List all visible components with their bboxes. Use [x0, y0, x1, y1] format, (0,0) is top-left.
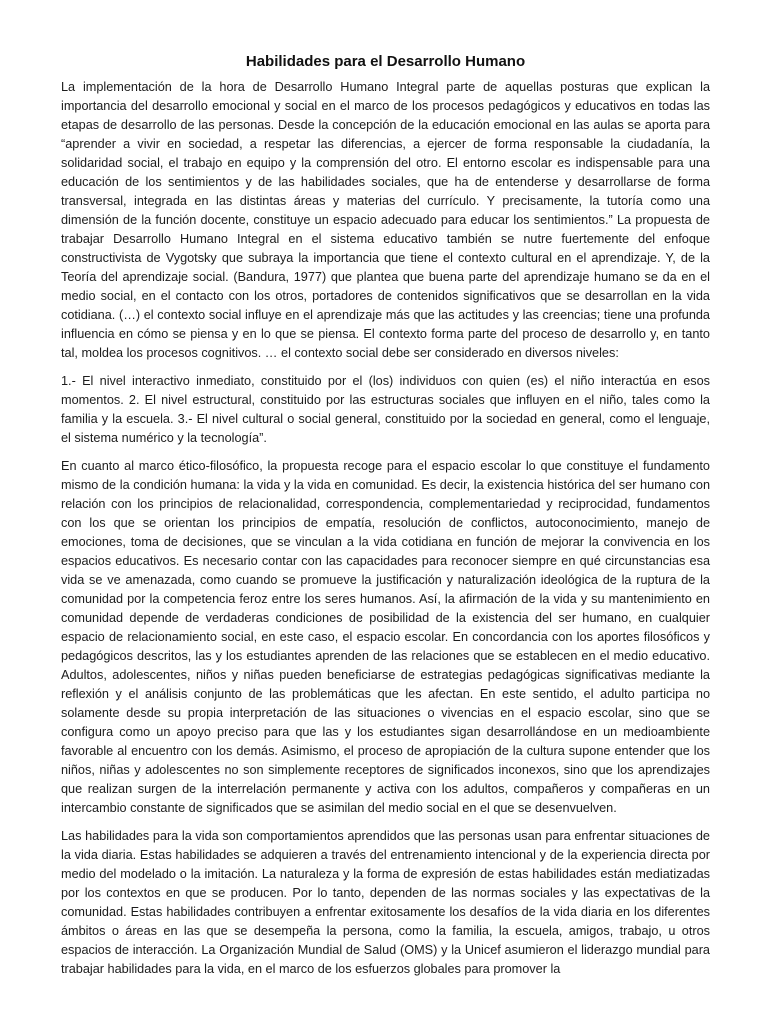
document-title: Habilidades para el Desarrollo Humano [245, 53, 526, 70]
paragraph-context-levels: 1.- El nivel interactivo inmediato, constituido por el (los) individuos con quien (es) el niño interactúa en esos momentos. 2. El nivel estructural, constituido por las estructuras sociales que influyen en el niño, tales como la familia y la escuela. 3.- El nivel cultural o social general, constituido por la sociedad en general, como el lenguaje, el sistema numérico y la tecnología”. [61, 374, 710, 445]
paragraph-intro: La implementación de la hora de Desarrollo Humano Integral parte de aquellas posturas que explican la importancia del desarrollo emocional y social en el marco de los procesos pedagógicos y educativos en todas las etapas de desarrollo de las personas. Desde la concepción de la educación emocional en las aulas se aporta para “aprender a vivir en sociedad, a respetar las diferencias, a ejercer de forma responsable la ciudadanía, la solidaridad social, el trabajo en equipo y la comprensión del otro. El entorno escolar es indispensable para una educación de los sentimientos y de las habilidades sociales, que ha de entenderse y desarrollarse de forma transversal, integrada en las distintas áreas y materias del currículo. Y precisamente, la tutoría como una dimensión de la función docente, constituye un espacio adecuado para educar los sentimientos.” La propuesta de trabajar Desarrollo Humano Integral en el sistema educativo también se nutre fuertemente del enfoque constructivista de Vygotsky que subraya la importancia que tiene el contexto cultural en el aprendizaje. Y, de la Teoría del aprendizaje social. (Bandura, 1977) que plantea que buena parte del aprendizaje humano se da en el medio social, en el contacto con los otros, portadores de contenidos significativos que se desarrollan en la vida cotidiana. (…) el contexto social influye en el aprendizaje más que las actitudes y las creencias; tiene una profunda influencia en cómo se piensa y en lo que se piensa. El contexto forma parte del proceso de desarrollo y, en tanto tal, moldea los procesos cognitivos. … el contexto social debe ser considerado en diversos niveles: [61, 80, 710, 360]
paragraph-ethical-framework: En cuanto al marco ético-filosófico, la propuesta recoge para el espacio escolar lo que constituye el fundamento mismo de la condición humana: la vida y la vida en comunidad. Es decir, la existencia histórica del ser humano con relación con los principios de relacionalidad, correspondencia, complementariedad y reciprocidad, fundamentos con los que se orientan los principios de empatía, resolución de conflictos, autoconocimiento, manejo de emociones, toma de decisiones, que se vinculan a la vida cotidiana en función de mejorar la convivencia en los espacios educativos. Es necesario contar con las capacidades para reconocer siempre en qué circunstancias esa vida se ve amenazada, como cuando se promueve la justificación y naturalización ideológica de la ruptura de la comunidad por la competencia feroz entre los seres humanos. Así, la afirmación de la vida y su mantenimiento en comunidad depende de verdaderas condiciones de posibilidad de la existencia del ser humano, en cualquier espacio de relacionamiento social, en este caso, el espacio escolar. En concordancia con los aportes filosóficos y pedagógicos descritos, las y los estudiantes aprenden de las relaciones que se establecen en el medio educativo. Adultos, adolescentes, niños y niñas pueden beneficiarse de estrategias pedagógicas significativas mediante la reflexión y el análisis conjunto de las problemáticas que les afectan. En este sentido, el adulto participa no solamente desde su propia interpretación de las situaciones o vivencias en el espacio escolar, sino que se configura como un apoyo preciso para que las y los estudiantes sigan desarrollándose en un medioambiente favorable al encuentro con los demás. Asimismo, el proceso de apropiación de la cultura supone entender que los niños, niñas y adolescentes no son simplemente receptores de significados inconexos, sino que los aprendizajes que realizan surgen de la interrelación permanente y activa con los adultos, compañeros y compañeras en un intercambio constante de significados que se asimilan del medio social en el que se desenvuelven. [61, 459, 710, 815]
paragraph-life-skills: Las habilidades para la vida son comportamientos aprendidos que las personas usan para enfrentar situaciones de la vida diaria. Estas habilidades se adquieren a través del entrenamiento intencional y de la experiencia directa por medio del modelado o la imitación. La naturaleza y la forma de expresión de estas habilidades están mediatizadas por los contextos en que se producen. Por lo tanto, dependen de las normas sociales y las expectativas de la comunidad. Estas habilidades contribuyen a enfrentar exitosamente los desafíos de la vida diaria en los diferentes ámbitos o áreas en las que se desempeña la persona, como la familia, la escuela, amigos, trabajo, u otros espacios de interacción. La Organización Mundial de Salud (OMS) y la Unicef asumieron el liderazgo mundial para trabajar habilidades para la vida, en el marco de los esfuerzos globales para promover la [61, 829, 710, 976]
